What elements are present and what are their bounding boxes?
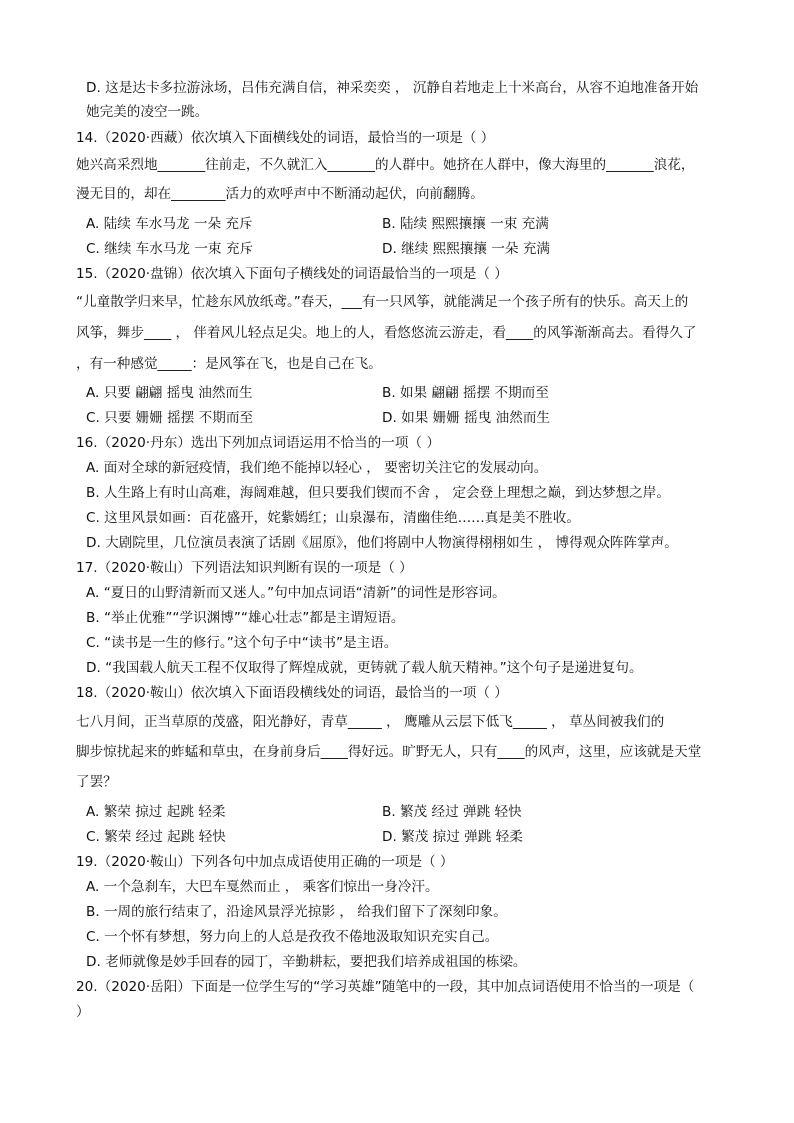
question-18-option-d: D. 繁茂 掠过 弹跳 轻柔 [382, 829, 523, 845]
question-18-option-c: C. 繁荣 经过 起跳 轻快 [86, 829, 226, 845]
question-18-passage-line-2: 脚步惊扰起来的蚱蜢和草虫，在身前身后____得好远。旷野无人，只有____的风声，这里，应该就是天堂 [76, 744, 702, 760]
question-14-options-row-2 [86, 239, 746, 259]
question-15-option-c: C. 只要 姗姗 摇摆 不期而至 [86, 410, 254, 426]
question-19-option-b: B. 一周的旅行结束了，沿途风景浮光掠影 ， 给我们留下了深刻印象。 [86, 904, 507, 920]
question-17-stem: 17.（2020·鞍山）下列语法知识判断有误的一项是（ ） [76, 560, 413, 576]
question-15-options-row-2 [86, 408, 746, 428]
question-18-option-a: A. 繁荣 掠过 起跳 轻柔 [86, 804, 226, 820]
question-17-option-c: C. “读书是一生的修行。”这个句子中“读书”是主语。 [86, 635, 398, 651]
question-16-option-a: A. 面对全球的新冠疫情，我们绝不能掉以轻心 ， 要密切关注它的发展动向。 [86, 460, 548, 476]
question-19-option-d: D. 老师就像是妙手回春的园丁，辛勤耕耘，要把我们培养成祖国的栋梁。 [86, 954, 527, 970]
question-18-stem: 18.（2020·鞍山）依次填入下面语段横线处的词语，最恰当的一项（ ） [76, 685, 508, 701]
question-16-option-b: B. 人生路上有时山高难，海阔难越，但只要我们锲而不舍 ， 定会登上理想之巅，到达梦想之岸。 [86, 485, 670, 501]
question-14-passage-line-2: 漫无目的，却在________活力的欢呼声中不断涌动起伏，向前翻腾。 [76, 186, 484, 202]
question-17-option-d: D. “我国载人航天工程不仅取得了辉煌成就，更铸就了载人航天精神。”这个句子是递进复句。 [86, 660, 643, 676]
question-18-option-b: B. 繁茂 经过 弹跳 轻快 [382, 804, 522, 820]
question-15-passage-line-3: ，有一种感觉_____：是风筝在飞，也是自己在飞。 [76, 356, 382, 372]
question-19-stem: 19.（2020·鞍山）下列各句中加点成语使用正确的一项是（ ） [76, 854, 454, 870]
question-14-options-row-1 [86, 214, 746, 234]
question-15-passage-line-1: “儿童散学归来早，忙趁东风放纸鸢。”春天，___有一只风筝，就能满足一个孩子所有的快乐。高天上的 [76, 294, 689, 310]
question-20-stem: 20.（2020·岳阳）下面是一位学生写的“学习英雄”随笔中的一段，其中加点词语使用不恰当的一项是（ [76, 979, 695, 995]
question-17-option-b: B. “举止优雅”“学识渊博”“雄心壮志”都是主谓短语。 [86, 610, 405, 626]
question-19-option-a: A. 一个急刹车，大巴车戛然而止 ， 乘客们惊出一身冷汗。 [86, 879, 439, 895]
question-18-passage-line-3: 了罢？ [76, 774, 117, 790]
q13-option-d: D. 这是达卡多拉游泳场，吕伟充满自信，神采奕奕 ， 沉静自若地走上十米高台，从容不迫地准备开始 [86, 80, 699, 96]
question-15-passage-line-2: 风筝，舞步____ ， 伴着风儿轻点足尖。地上的人，看悠悠流云游走，看____的风筝渐渐高去。看得久了 [76, 325, 697, 341]
question-20-stem-continued: ） [76, 1004, 90, 1020]
question-15-option-b: B. 如果 翩翩 摇摆 不期而至 [382, 385, 549, 401]
question-15-stem: 15.（2020·盘锦）依次填入下面句子横线处的词语最恰当的一项是（ ） [76, 266, 508, 282]
question-18-options-row-1 [86, 802, 746, 822]
question-15-options-row-1 [86, 383, 746, 403]
q13-option-d-continued: 她完美的凌空一跳。 [86, 104, 209, 120]
question-18-passage-line-1: 七八月间，正当草原的茂盛，阳光静好，青草_____ ， 鹰雕从云层下低飞_____ ， 草丛间被我们的 [76, 714, 665, 730]
question-14-passage-line-1: 她兴高采烈地_______往前走，不久就汇入_______的人群中。她挤在人群中，像大海里的_______浪花， [76, 157, 695, 173]
question-14-stem: 14.（2020·西藏）依次填入下面横线处的词语，最恰当的一项是（ ） [76, 130, 495, 146]
question-18-options-row-2 [86, 827, 746, 847]
question-19-option-c: C. 一个怀有梦想，努力向上的人总是孜孜不倦地汲取知识充实自己。 [86, 929, 499, 945]
question-15-option-d: D. 如果 姗姗 摇曳 油然而生 [382, 410, 551, 426]
question-15-option-a: A. 只要 翩翩 摇曳 油然而生 [86, 385, 253, 401]
question-14-option-d: D. 继续 熙熙攘攘 一朵 充满 [382, 241, 551, 257]
question-16-stem: 16.（2020·丹东）选出下列加点词语运用不恰当的一项（ ） [76, 435, 440, 451]
question-16-option-c: C. 这里风景如画：百花盛开，姹紫嫣红；山泉瀑布，清幽佳绝……真是美不胜收。 [86, 510, 580, 526]
question-14-option-b: B. 陆续 熙熙攘攘 一束 充满 [382, 216, 549, 232]
question-16-option-d: D. 大剧院里，几位演员表演了话剧《屈原》，他们将剧中人物演得栩栩如生 ， 博得观众阵阵掌声。 [86, 535, 678, 551]
question-17-option-a: A. “夏日的山野清新而又迷人。”句中加点词语“清新”的词性是形容词。 [86, 585, 506, 601]
question-14-option-a: A. 陆续 车水马龙 一朵 充斥 [86, 216, 253, 232]
question-14-option-c: C. 继续 车水马龙 一束 充斥 [86, 241, 254, 257]
